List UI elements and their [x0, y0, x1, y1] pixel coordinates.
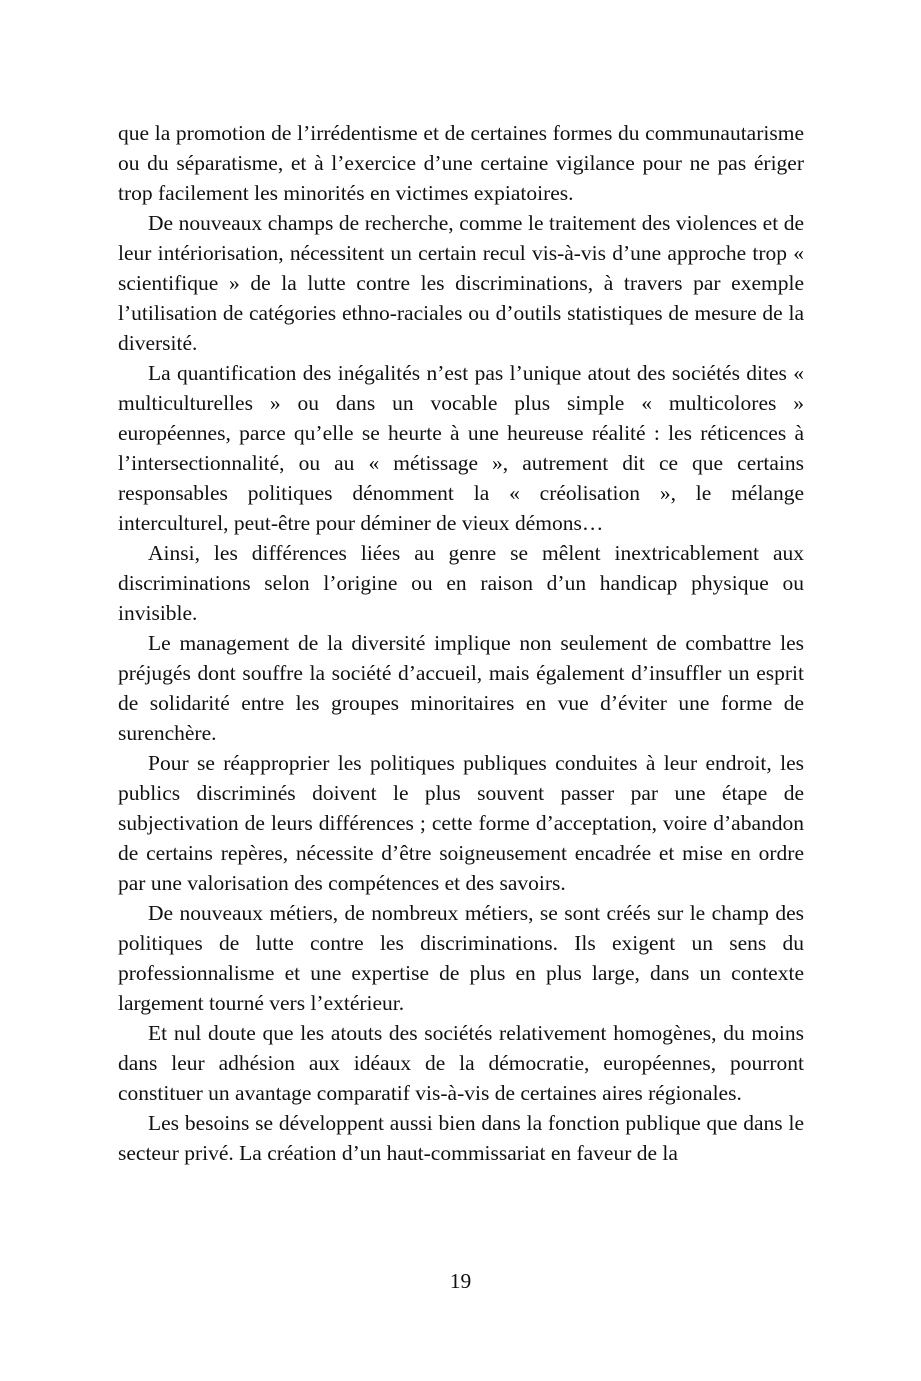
paragraph-quantification: La quantification des inégalités n’est pas l’unique atout des sociétés dites « multiculturelles » ou dans un vocable plus simple « multicolores » européennes, parce qu’elle se heurte à une heureuse réalité : les réticences à l’intersectionnalité, ou au « métissage », autrement dit ce que certains responsables politiques dénomment la « créolisation », le mélange interculturel, peut-être pour déminer de vieux démons… — [118, 361, 804, 535]
paragraph-continuation: que la promotion de l’irrédentisme et de certaines formes du communautarisme ou du séparatisme, et à l’exercice d’une certaine vigilance pour ne pas ériger trop facilement les minorités en victimes expiatoires. — [118, 121, 804, 205]
paragraph-public-policies: Pour se réapproprier les politiques publiques conduites à leur endroit, les publics discriminés doivent le plus souvent passer par une étape de subjectivation de leurs différences ; cette forme d’acceptation, voire d’abandon de certains repères, nécessite d’être soigneusement encadrée et mise en ordre par une valorisation des compétences et des savoirs. — [118, 751, 804, 895]
paragraph-research-fields: De nouveaux champs de recherche, comme le traitement des violences et de leur intériorisation, nécessitent un certain recul vis-à-vis d’une approche trop « scientifique » de la lutte contre les discriminations, à travers par exemple l’utilisation de catégories ethno-raciales ou d’outils statistiques de mesure de la diversité. — [118, 211, 804, 355]
page-number: 19 — [449, 1269, 472, 1293]
paragraph-public-private-needs: Les besoins se développent aussi bien dans la fonction publique que dans le secteur privé. La création d’un haut-commissariat en faveur de la — [118, 1111, 804, 1165]
paragraph-new-professions: De nouveaux métiers, de nombreux métiers, se sont créés sur le champ des politiques de lutte contre les discriminations. Ils exigent un sens du professionnalisme et une expertise de plus en plus large, dans un contexte largement tourné vers l’extérieur. — [118, 901, 804, 1015]
paragraph-homogeneous-societies: Et nul doute que les atouts des sociétés relativement homogènes, du moins dans leur adhésion aux idéaux de la démocratie, européennes, pourront constituer un avantage comparatif vis-à-vis de certaines aires régionales. — [118, 1021, 804, 1105]
paragraph-diversity-management: Le management de la diversité implique non seulement de combattre les préjugés dont souffre la société d’accueil, mais également d’insuffler un esprit de solidarité entre les groupes minoritaires en vue d’éviter une forme de surenchère. — [118, 631, 804, 745]
paragraph-gender-differences: Ainsi, les différences liées au genre se mêlent inextricablement aux discriminations selon l’origine ou en raison d’un handicap physique ou invisible. — [118, 541, 804, 625]
body-text — [118, 118, 804, 1168]
